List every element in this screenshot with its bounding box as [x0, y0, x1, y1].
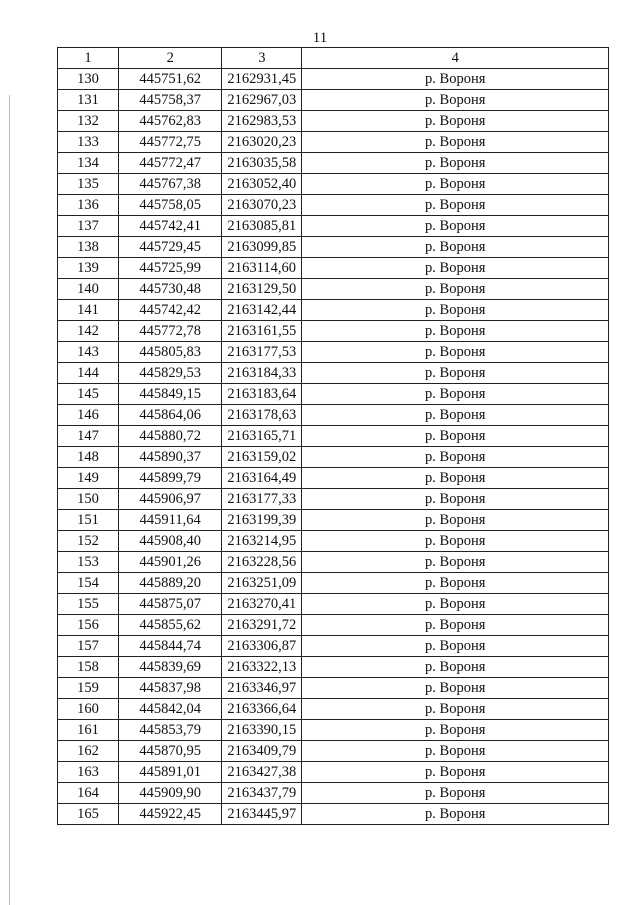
x-coordinate-cell: 445908,40: [119, 531, 222, 552]
coordinates-table: [57, 47, 609, 825]
x-coordinate-cell: 445901,26: [119, 552, 222, 573]
y-coordinate-cell: 2163214,95: [222, 531, 302, 552]
column-header-2: 2: [119, 48, 222, 69]
description-cell: р. Вороня: [302, 447, 609, 468]
table-row: [58, 573, 609, 594]
point-number-cell: 149: [58, 468, 119, 489]
table-row: [58, 741, 609, 762]
x-coordinate-cell: 445880,72: [119, 426, 222, 447]
table-row: [58, 468, 609, 489]
point-number-cell: 136: [58, 195, 119, 216]
table-row: [58, 615, 609, 636]
description-cell: р. Вороня: [302, 90, 609, 111]
table-row: [58, 69, 609, 90]
point-number-cell: 132: [58, 111, 119, 132]
point-number-cell: 148: [58, 447, 119, 468]
point-number-cell: 151: [58, 510, 119, 531]
point-number-cell: 162: [58, 741, 119, 762]
point-number-cell: 152: [58, 531, 119, 552]
y-coordinate-cell: 2163159,02: [222, 447, 302, 468]
description-cell: р. Вороня: [302, 573, 609, 594]
point-number-cell: 161: [58, 720, 119, 741]
table-row: [58, 321, 609, 342]
x-coordinate-cell: 445772,75: [119, 132, 222, 153]
x-coordinate-cell: 445839,69: [119, 657, 222, 678]
point-number-cell: 157: [58, 636, 119, 657]
point-number-cell: 142: [58, 321, 119, 342]
table-row: [58, 699, 609, 720]
y-coordinate-cell: 2162931,45: [222, 69, 302, 90]
description-cell: р. Вороня: [302, 594, 609, 615]
y-coordinate-cell: 2163306,87: [222, 636, 302, 657]
description-cell: р. Вороня: [302, 804, 609, 825]
x-coordinate-cell: 445751,62: [119, 69, 222, 90]
y-coordinate-cell: 2163085,81: [222, 216, 302, 237]
description-cell: р. Вороня: [302, 363, 609, 384]
description-cell: р. Вороня: [302, 195, 609, 216]
y-coordinate-cell: 2163437,79: [222, 783, 302, 804]
description-cell: р. Вороня: [302, 111, 609, 132]
point-number-cell: 140: [58, 279, 119, 300]
y-coordinate-cell: 2162967,03: [222, 90, 302, 111]
point-number-cell: 150: [58, 489, 119, 510]
x-coordinate-cell: 445844,74: [119, 636, 222, 657]
y-coordinate-cell: 2163142,44: [222, 300, 302, 321]
point-number-cell: 138: [58, 237, 119, 258]
table-row: [58, 510, 609, 531]
x-coordinate-cell: 445909,90: [119, 783, 222, 804]
x-coordinate-cell: 445890,37: [119, 447, 222, 468]
table-row: [58, 258, 609, 279]
point-number-cell: 137: [58, 216, 119, 237]
table-row: [58, 132, 609, 153]
table-row: [58, 489, 609, 510]
y-coordinate-cell: 2163409,79: [222, 741, 302, 762]
table-row: [58, 111, 609, 132]
description-cell: р. Вороня: [302, 426, 609, 447]
x-coordinate-cell: 445864,06: [119, 405, 222, 426]
x-coordinate-cell: 445805,83: [119, 342, 222, 363]
x-coordinate-cell: 445870,95: [119, 741, 222, 762]
x-coordinate-cell: 445742,41: [119, 216, 222, 237]
point-number-cell: 155: [58, 594, 119, 615]
y-coordinate-cell: 2163184,33: [222, 363, 302, 384]
description-cell: р. Вороня: [302, 657, 609, 678]
table-row: [58, 552, 609, 573]
point-number-cell: 133: [58, 132, 119, 153]
description-cell: р. Вороня: [302, 300, 609, 321]
x-coordinate-cell: 445899,79: [119, 468, 222, 489]
column-header-4: 4: [302, 48, 609, 69]
y-coordinate-cell: 2162983,53: [222, 111, 302, 132]
x-coordinate-cell: 445758,37: [119, 90, 222, 111]
x-coordinate-cell: 445837,98: [119, 678, 222, 699]
point-number-cell: 153: [58, 552, 119, 573]
y-coordinate-cell: 2163322,13: [222, 657, 302, 678]
table-body: [58, 69, 609, 825]
description-cell: р. Вороня: [302, 153, 609, 174]
x-coordinate-cell: 445849,15: [119, 384, 222, 405]
y-coordinate-cell: 2163099,85: [222, 237, 302, 258]
y-coordinate-cell: 2163178,63: [222, 405, 302, 426]
description-cell: р. Вороня: [302, 69, 609, 90]
table-row: [58, 636, 609, 657]
y-coordinate-cell: 2163164,49: [222, 468, 302, 489]
y-coordinate-cell: 2163183,64: [222, 384, 302, 405]
y-coordinate-cell: 2163114,60: [222, 258, 302, 279]
y-coordinate-cell: 2163177,53: [222, 342, 302, 363]
table-row: [58, 90, 609, 111]
point-number-cell: 143: [58, 342, 119, 363]
y-coordinate-cell: 2163070,23: [222, 195, 302, 216]
point-number-cell: 134: [58, 153, 119, 174]
x-coordinate-cell: 445762,83: [119, 111, 222, 132]
description-cell: р. Вороня: [302, 678, 609, 699]
x-coordinate-cell: 445758,05: [119, 195, 222, 216]
x-coordinate-cell: 445767,38: [119, 174, 222, 195]
table-row: [58, 216, 609, 237]
x-coordinate-cell: 445911,64: [119, 510, 222, 531]
description-cell: р. Вороня: [302, 636, 609, 657]
description-cell: р. Вороня: [302, 552, 609, 573]
description-cell: р. Вороня: [302, 468, 609, 489]
x-coordinate-cell: 445725,99: [119, 258, 222, 279]
point-number-cell: 147: [58, 426, 119, 447]
table-row: [58, 405, 609, 426]
y-coordinate-cell: 2163291,72: [222, 615, 302, 636]
table-row: [58, 783, 609, 804]
description-cell: р. Вороня: [302, 741, 609, 762]
table-row: [58, 678, 609, 699]
description-cell: р. Вороня: [302, 783, 609, 804]
x-coordinate-cell: 445922,45: [119, 804, 222, 825]
column-header-3: 3: [222, 48, 302, 69]
description-cell: р. Вороня: [302, 174, 609, 195]
table-row: [58, 195, 609, 216]
description-cell: р. Вороня: [302, 531, 609, 552]
y-coordinate-cell: 2163199,39: [222, 510, 302, 531]
table-row: [58, 594, 609, 615]
x-coordinate-cell: 445842,04: [119, 699, 222, 720]
description-cell: р. Вороня: [302, 258, 609, 279]
point-number-cell: 159: [58, 678, 119, 699]
description-cell: р. Вороня: [302, 237, 609, 258]
table-row: [58, 174, 609, 195]
point-number-cell: 131: [58, 90, 119, 111]
x-coordinate-cell: 445853,79: [119, 720, 222, 741]
x-coordinate-cell: 445889,20: [119, 573, 222, 594]
point-number-cell: 130: [58, 69, 119, 90]
point-number-cell: 164: [58, 783, 119, 804]
description-cell: р. Вороня: [302, 615, 609, 636]
y-coordinate-cell: 2163129,50: [222, 279, 302, 300]
y-coordinate-cell: 2163035,58: [222, 153, 302, 174]
y-coordinate-cell: 2163228,56: [222, 552, 302, 573]
column-header-1: 1: [58, 48, 119, 69]
x-coordinate-cell: 445730,48: [119, 279, 222, 300]
table-row: [58, 447, 609, 468]
table-row: [58, 804, 609, 825]
table-row: [58, 531, 609, 552]
x-coordinate-cell: 445729,45: [119, 237, 222, 258]
point-number-cell: 160: [58, 699, 119, 720]
table-row: [58, 279, 609, 300]
point-number-cell: 156: [58, 615, 119, 636]
point-number-cell: 146: [58, 405, 119, 426]
y-coordinate-cell: 2163177,33: [222, 489, 302, 510]
table-row: [58, 426, 609, 447]
table-row: [58, 384, 609, 405]
y-coordinate-cell: 2163270,41: [222, 594, 302, 615]
point-number-cell: 144: [58, 363, 119, 384]
x-coordinate-cell: 445891,01: [119, 762, 222, 783]
x-coordinate-cell: 445875,07: [119, 594, 222, 615]
point-number-cell: 139: [58, 258, 119, 279]
scan-edge-line: [9, 95, 10, 905]
y-coordinate-cell: 2163445,97: [222, 804, 302, 825]
point-number-cell: 163: [58, 762, 119, 783]
y-coordinate-cell: 2163165,71: [222, 426, 302, 447]
table-header-row: [58, 48, 609, 69]
description-cell: р. Вороня: [302, 489, 609, 510]
description-cell: р. Вороня: [302, 762, 609, 783]
table-row: [58, 237, 609, 258]
description-cell: р. Вороня: [302, 699, 609, 720]
x-coordinate-cell: 445772,47: [119, 153, 222, 174]
description-cell: р. Вороня: [302, 405, 609, 426]
point-number-cell: 141: [58, 300, 119, 321]
description-cell: р. Вороня: [302, 342, 609, 363]
point-number-cell: 135: [58, 174, 119, 195]
y-coordinate-cell: 2163251,09: [222, 573, 302, 594]
description-cell: р. Вороня: [302, 384, 609, 405]
y-coordinate-cell: 2163366,64: [222, 699, 302, 720]
description-cell: р. Вороня: [302, 720, 609, 741]
table-row: [58, 762, 609, 783]
point-number-cell: 154: [58, 573, 119, 594]
y-coordinate-cell: 2163390,15: [222, 720, 302, 741]
table-row: [58, 657, 609, 678]
y-coordinate-cell: 2163161,55: [222, 321, 302, 342]
x-coordinate-cell: 445772,78: [119, 321, 222, 342]
x-coordinate-cell: 445742,42: [119, 300, 222, 321]
point-number-cell: 158: [58, 657, 119, 678]
table-row: [58, 363, 609, 384]
table-row: [58, 342, 609, 363]
x-coordinate-cell: 445829,53: [119, 363, 222, 384]
description-cell: р. Вороня: [302, 321, 609, 342]
y-coordinate-cell: 2163052,40: [222, 174, 302, 195]
table-row: [58, 720, 609, 741]
table-row: [58, 300, 609, 321]
y-coordinate-cell: 2163427,38: [222, 762, 302, 783]
point-number-cell: 145: [58, 384, 119, 405]
description-cell: р. Вороня: [302, 132, 609, 153]
y-coordinate-cell: 2163346,97: [222, 678, 302, 699]
x-coordinate-cell: 445855,62: [119, 615, 222, 636]
page-number: 11: [312, 30, 328, 46]
y-coordinate-cell: 2163020,23: [222, 132, 302, 153]
point-number-cell: 165: [58, 804, 119, 825]
description-cell: р. Вороня: [302, 216, 609, 237]
x-coordinate-cell: 445906,97: [119, 489, 222, 510]
description-cell: р. Вороня: [302, 279, 609, 300]
table-row: [58, 153, 609, 174]
description-cell: р. Вороня: [302, 510, 609, 531]
